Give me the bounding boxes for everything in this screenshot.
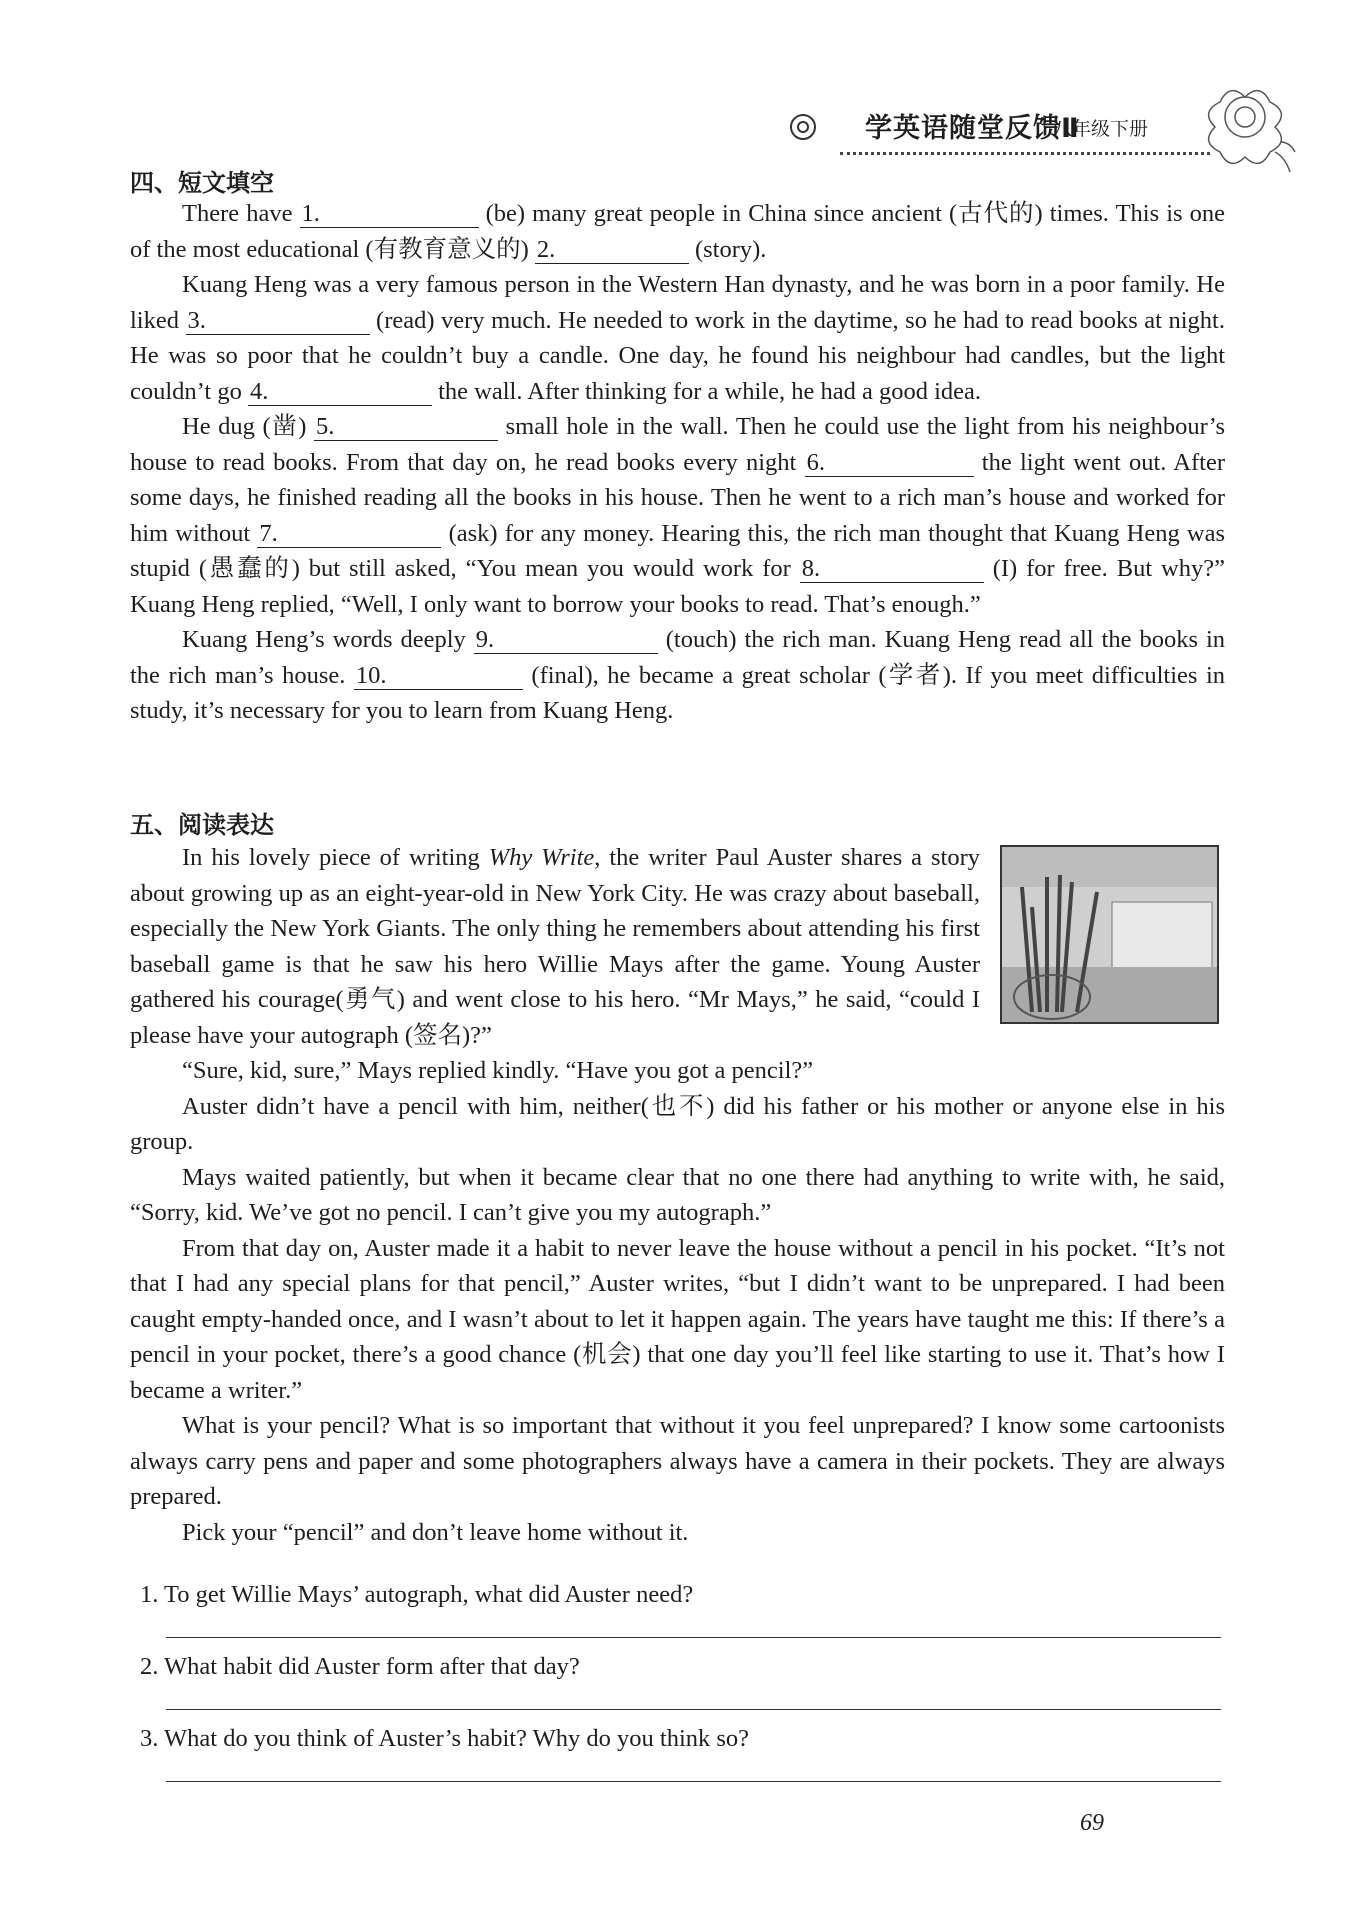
passage-text: (final), he became a great scholar (学者). If you meet difficulties in study, it’s necessary for you to learn from Kuang Heng. (130, 661, 1226, 724)
question-list (140, 1580, 1220, 1796)
passage-text: (be) many great people in China since ancient (古代的) times. This is one of the most educational (有教育意义的) (130, 200, 1225, 263)
question-text: 3. What do you think of Auster’s habit? Why do you think so? (140, 1725, 750, 1752)
answer-blank[interactable]: 6. (805, 450, 974, 477)
question-text: 2. What habit did Auster form after that day? (140, 1653, 580, 1680)
passage-text: the light went out. After some days, he finished reading all the books in his house. Then he went to a rich man’s house and worked for him without (130, 448, 1226, 547)
reading-paragraph: Pick your “pencil” and don’t leave home without it. (182, 1518, 689, 1546)
intro-text-before: In his lovely piece of writing (182, 844, 489, 871)
answer-line[interactable] (166, 1709, 1221, 1710)
intro-text-after: , the writer Paul Auster shares a story about growing up as an eight-year-old in New York City. He was crazy about baseball, especially the New York Giants. The only thing he remembers about attending his first baseball game is that he saw his hero Willie Mays after the game. Young Auster gathered his courage(勇气) and went close to his hero. “Mr Mays,” he said, “could I please have your autograph (签名)?” (130, 844, 980, 1049)
reading-paragraph: From that day on, Auster made it a habit to never leave the house without a pencil in his pocket. “It’s not that I had any special plans for that pencil,” Auster writes, “but I didn’t want to be unprepared. I had been caught empty-handed once, and I wasn’t about to let it happen again. The years have taught me this: If there’s a pencil in your pocket, there’s a good chance (机会) that one day you’ll feel like starting to use it. That’s how I became a writer.” (130, 1234, 1225, 1404)
answer-blank[interactable]: 2. (535, 237, 689, 264)
passage-text: He dug (凿) (182, 413, 314, 440)
answer-blank[interactable]: 1. (300, 201, 479, 228)
question-text: 1. To get Willie Mays’ autograph, what did Auster need? (140, 1581, 694, 1608)
passage-text: (ask) for any money. Hearing this, the rich man thought that Kuang Heng was stupid (愚蠢的) but still asked, “You mean you would work for (130, 519, 1225, 582)
brand-logo-icon (790, 114, 816, 140)
answer-blank[interactable]: 7. (257, 521, 441, 548)
cloze-paragraph (130, 409, 1225, 622)
answer-blank[interactable]: 9. (474, 627, 658, 654)
page-number: 69 (1080, 1810, 1104, 1836)
reading-paragraph: Mays waited patiently, but when it became clear that no one there had anything to write with, he said, “Sorry, kid. We’ve got no pencil. I can’t give you my autograph.” (130, 1163, 1225, 1226)
answer-line[interactable] (166, 1781, 1221, 1782)
reading-paragraph: “Sure, kid, sure,” Mays replied kindly. “Have you got a pencil?” (182, 1057, 814, 1084)
passage-text: (I) for free. But why?” Kuang Heng replied, “Well, I only want to borrow your books to read. That’s enough.” (130, 555, 1225, 618)
section-5-title: 五、阅读表达 (130, 811, 274, 839)
passage-text: (story). (688, 235, 767, 263)
passage-text: small hole in the wall. Then he could use the light from his neighbour’s house to read books. From that day on, he read books every night (130, 413, 1226, 476)
book-title: 学英语随堂反馈Ⅱ (865, 113, 1080, 144)
intro-paragraph (130, 840, 980, 1053)
answer-blank[interactable]: 5. (314, 414, 498, 441)
cloze-paragraph (130, 267, 1225, 409)
answer-line[interactable] (166, 1637, 1221, 1638)
reading-passage (130, 840, 1225, 1550)
cloze-paragraph (130, 622, 1225, 729)
passage-text: Kuang Heng’s words deeply (182, 626, 474, 653)
answer-blank[interactable]: 10. (354, 663, 523, 690)
page-header (790, 104, 1210, 164)
answer-blank[interactable]: 8. (800, 556, 984, 583)
book-title-italic: Why Write (488, 844, 595, 871)
reading-paragraph: What is your pencil? What is so important that without it you feel unprepared? I know some cartoonists always carry pens and paper and some photographers always have a camera in their pockets. They are always prepared. (130, 1412, 1225, 1510)
passage-text: Kuang Heng was a very famous person in the Western Han dynasty, and he was born in a poor family. He liked (130, 271, 1225, 334)
passage-text: the wall. After thinking for a while, he had a good idea. (431, 377, 982, 405)
cloze-paragraph (130, 196, 1225, 267)
reading-paragraph: Auster didn’t have a pencil with him, neither(也不) did his father or his mother or anyone else in his group. (130, 1092, 1225, 1155)
question-item (140, 1580, 1220, 1652)
answer-blank[interactable]: 4. (248, 379, 432, 406)
decorative-flower-icon (1190, 72, 1300, 182)
passage-text: (touch) the rich man. Kuang Heng read all the books in the rich man’s house. (130, 626, 1225, 689)
answer-blank[interactable]: 3. (186, 308, 370, 335)
passage-text: There have (182, 200, 300, 227)
question-item (140, 1652, 1220, 1724)
passage-text: (read) very much. He needed to work in the daytime, so he had to read books at night. He was so poor that he couldn’t buy a candle. One day, he found his neighbour had candles, but the light couldn’t go (130, 306, 1225, 405)
header-divider (840, 152, 1210, 155)
question-item (140, 1724, 1220, 1796)
section-4-title: 四、短文填空 (130, 169, 274, 197)
cloze-passage (130, 196, 1225, 729)
grade-label: 八年级下册 (1053, 118, 1149, 140)
